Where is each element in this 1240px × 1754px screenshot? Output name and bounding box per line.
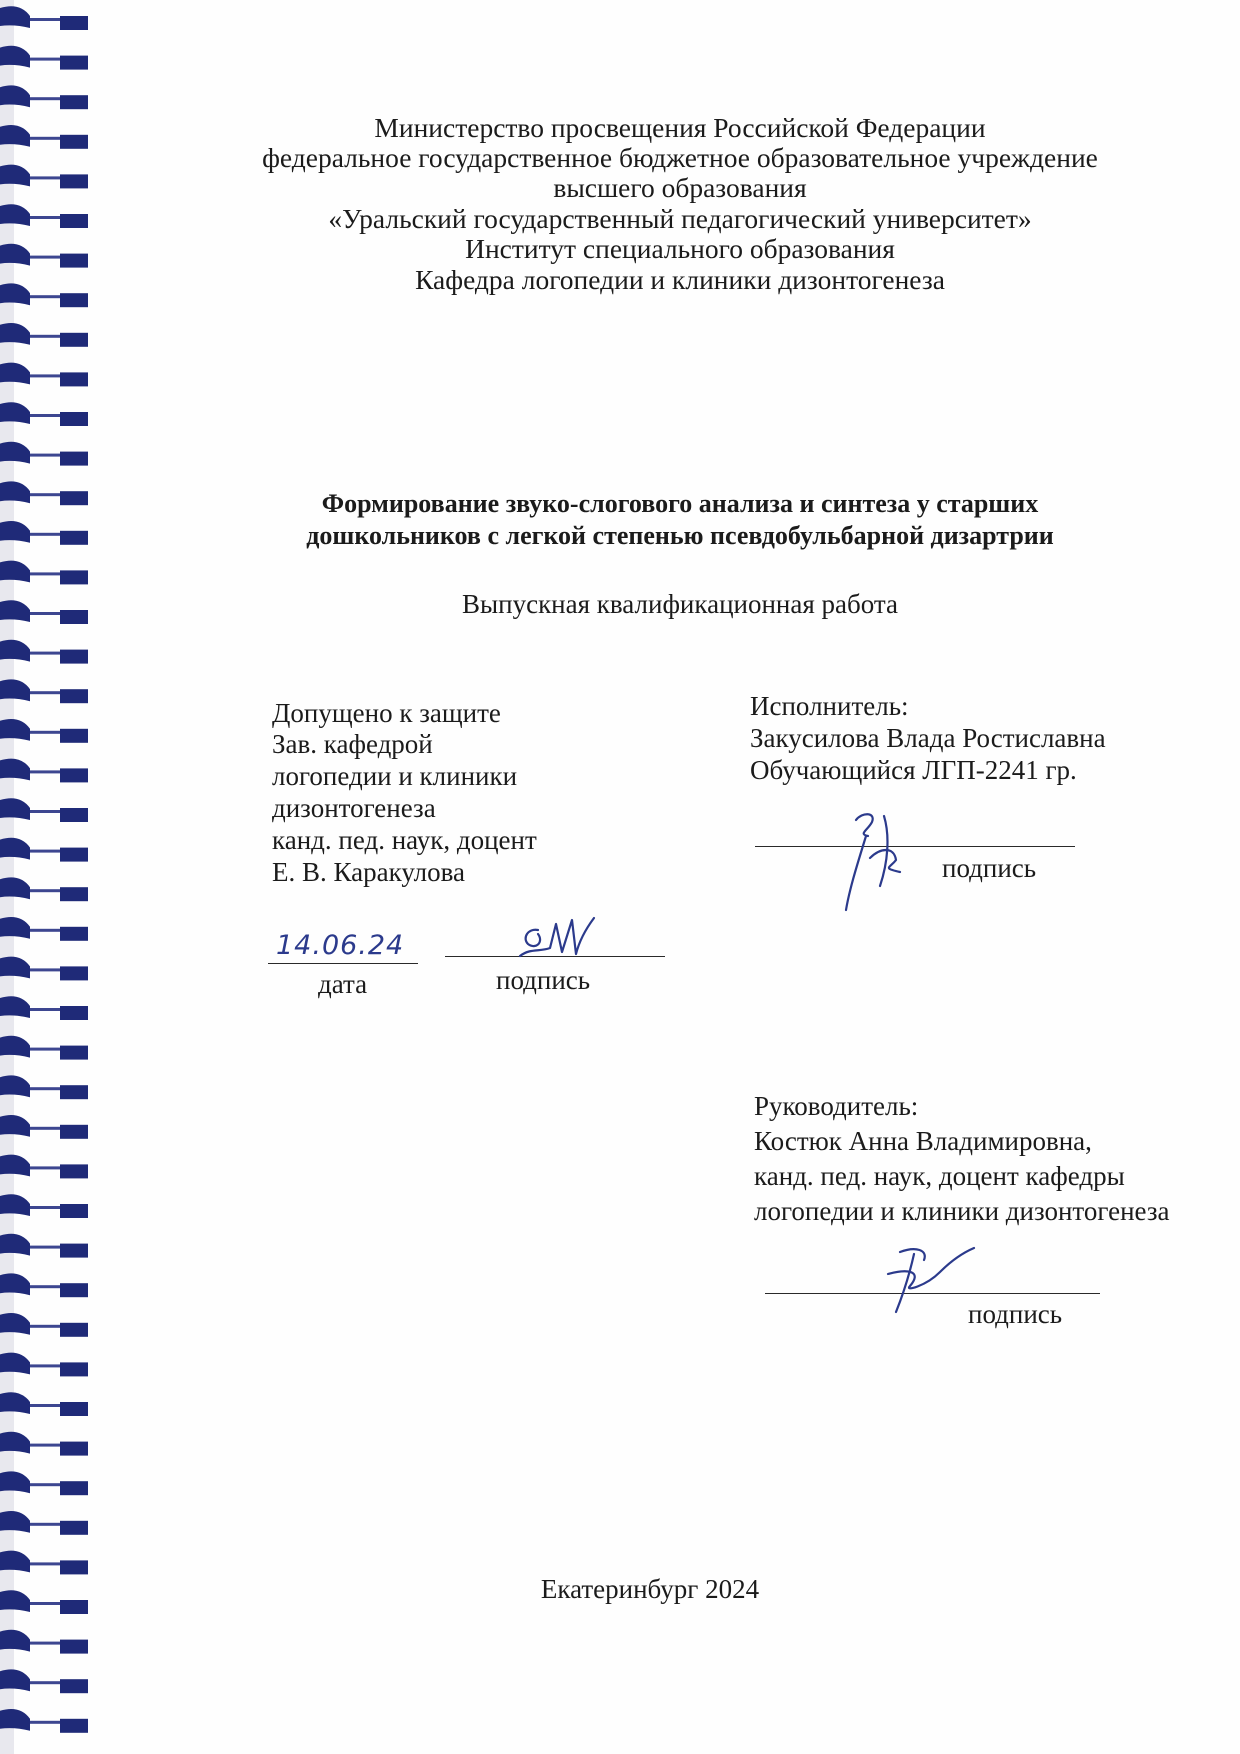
supervisor-label: Руководитель: bbox=[754, 1091, 919, 1121]
department-name: Кафедра логопедии и клиники дизонтогенеза bbox=[415, 264, 945, 295]
executor-signature-label: подпись bbox=[942, 853, 1037, 883]
approval-line-2: Зав. кафедрой bbox=[272, 729, 433, 759]
supervisor-name: Костюк Анна Владимировна, bbox=[754, 1126, 1092, 1156]
thesis-title-line-1: Формирование звуко-слогового анализа и синтеза у старших bbox=[321, 489, 1039, 518]
date-label: дата bbox=[318, 969, 368, 999]
date-underline bbox=[268, 963, 418, 964]
supervisor-signature-label: подпись bbox=[968, 1299, 1063, 1329]
thesis-title-line-2: дошкольников с легкой степенью псевдобульбарной дизартрии bbox=[306, 521, 1054, 550]
approval-line-5: канд. пед. наук, доцент bbox=[272, 825, 537, 855]
institution-line-1: федеральное государственное бюджетное образовательное учреждение bbox=[262, 142, 1098, 173]
approval-signature-label: подпись bbox=[496, 965, 591, 995]
executor-label: Исполнитель: bbox=[750, 691, 909, 721]
approval-line-6: Е. В. Каракулова bbox=[272, 857, 466, 887]
ministry-line: Министерство просвещения Российской Федерации bbox=[374, 112, 986, 143]
executor-name: Закусилова Влада Ростиславна bbox=[750, 723, 1106, 753]
handwritten-date: 14.06.24 bbox=[276, 930, 405, 961]
city-year: Екатеринбург 2024 bbox=[540, 1574, 760, 1604]
university-name: «Уральский государственный педагогический университет» bbox=[328, 203, 1032, 234]
supervisor-position-1: канд. пед. наук, доцент кафедры bbox=[754, 1161, 1125, 1191]
work-type: Выпускная квалификационная работа bbox=[461, 589, 899, 619]
approval-signature bbox=[510, 908, 600, 978]
institute-name: Институт специального образования bbox=[465, 233, 895, 264]
approval-line-1: Допущено к защите bbox=[272, 698, 501, 728]
executor-signature bbox=[810, 806, 920, 926]
approval-line-3: логопедии и клиники bbox=[272, 761, 518, 791]
executor-group: Обучающийся ЛГП-2241 гр. bbox=[750, 755, 1077, 785]
supervisor-position-2: логопедии и клиники дизонтогенеза bbox=[754, 1196, 1170, 1226]
supervisor-signature bbox=[870, 1242, 980, 1322]
approval-line-4: дизонтогенеза bbox=[272, 793, 436, 823]
institution-line-2: высшего образования bbox=[553, 172, 807, 203]
